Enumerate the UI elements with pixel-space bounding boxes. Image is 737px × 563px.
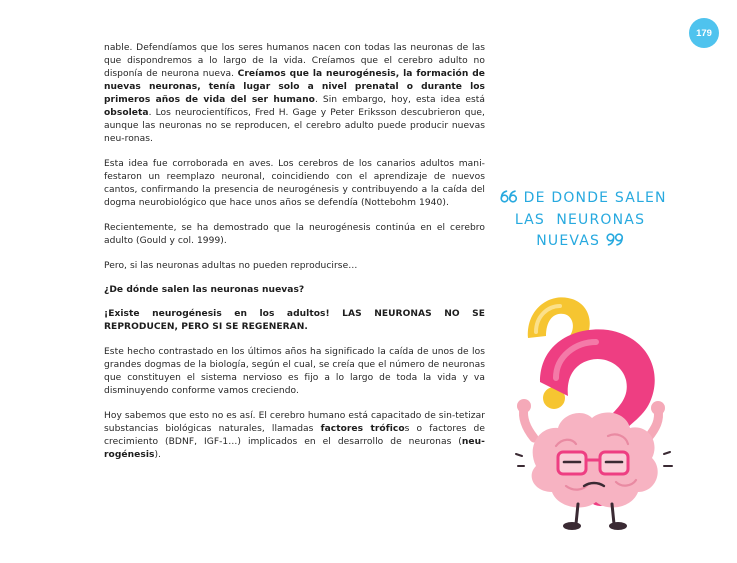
close-quote-icon (606, 233, 624, 246)
confused-brain-illustration (496, 286, 686, 546)
question-heading: ¿De dónde salen las neuronas nuevas? (104, 285, 305, 295)
body-text (104, 42, 485, 474)
pull-quote (500, 188, 667, 253)
page-number-badge: 179 (689, 18, 719, 48)
paragraph-2: Esta idea fue corroborada en aves. Los cerebros de los canarios adultos mani-festaron un reemplazo neuronal, coincidiendo con el aprendizaje de nuevos cantos, confirmando la presencia de neurogénesis y contribuyendo a la caída del dogma neurobiológico que hace unos años se defendía (Nottebohm 1940). (104, 159, 485, 208)
paragraph-3: Recientemente, se ha demostrado que la neurogénesis continúa en el cerebro adulto (Gould y col. 1999). (104, 223, 485, 246)
paragraph-1: nable. Defendíamos que los seres humanos nacen con todas las neuronas de las que dispondremos a lo largo de la vida. Creíamos que el cerebro adulto no disponía de neurona nueva. Creíamos que la neurogénesis, la formación de nuevas neuronas, tenía lugar solo a nivel prenatal o durante los primeros años de vida del ser humano. Sin embargo, hoy, esta idea está obsoleta. Los neurocientíficos, Fred H. Gage y Peter Eriksson descubrieron que, aunque las neuronas no se reproducen, el cerebro adulto puede producir nuevas neu-ronas. (104, 43, 485, 144)
pull-quote-line-3: NUEVAS (536, 233, 601, 249)
pull-quote-line-1: DE DONDE SALEN (523, 190, 667, 206)
open-quote-icon (500, 190, 518, 203)
paragraph-7: Este hecho contrastado en los últimos años ha significado la caída de unos de los grandes dogmas de la biología, según el cual, se creía que el número de neuronas que constituyen el sistema nervioso es fijo a lo largo de toda la vida y va disminuyendo conforme vamos creciendo. (104, 347, 485, 396)
pull-quote-line-2: LAS NEURONAS (514, 211, 646, 228)
brain-character (532, 413, 658, 530)
paragraph-4: Pero, si las neuronas adultas no pueden reproducirse… (104, 261, 358, 271)
paragraph-8: Hoy sabemos que esto no es así. El cerebro humano está capacitado de sin-tetizar substancias biológicas naturales, llamadas factores tróficos o factores de crecimiento (BDNF, IGF-1…) implicados en el desarrollo de neuronas (neu-rogénesis). (104, 411, 486, 460)
regeneration-statement: ¡Existe neurogénesis en los adultos! LAS NEURONAS NO SE REPRODUCEN, PERO SI SE REGENERAN. (104, 309, 485, 332)
